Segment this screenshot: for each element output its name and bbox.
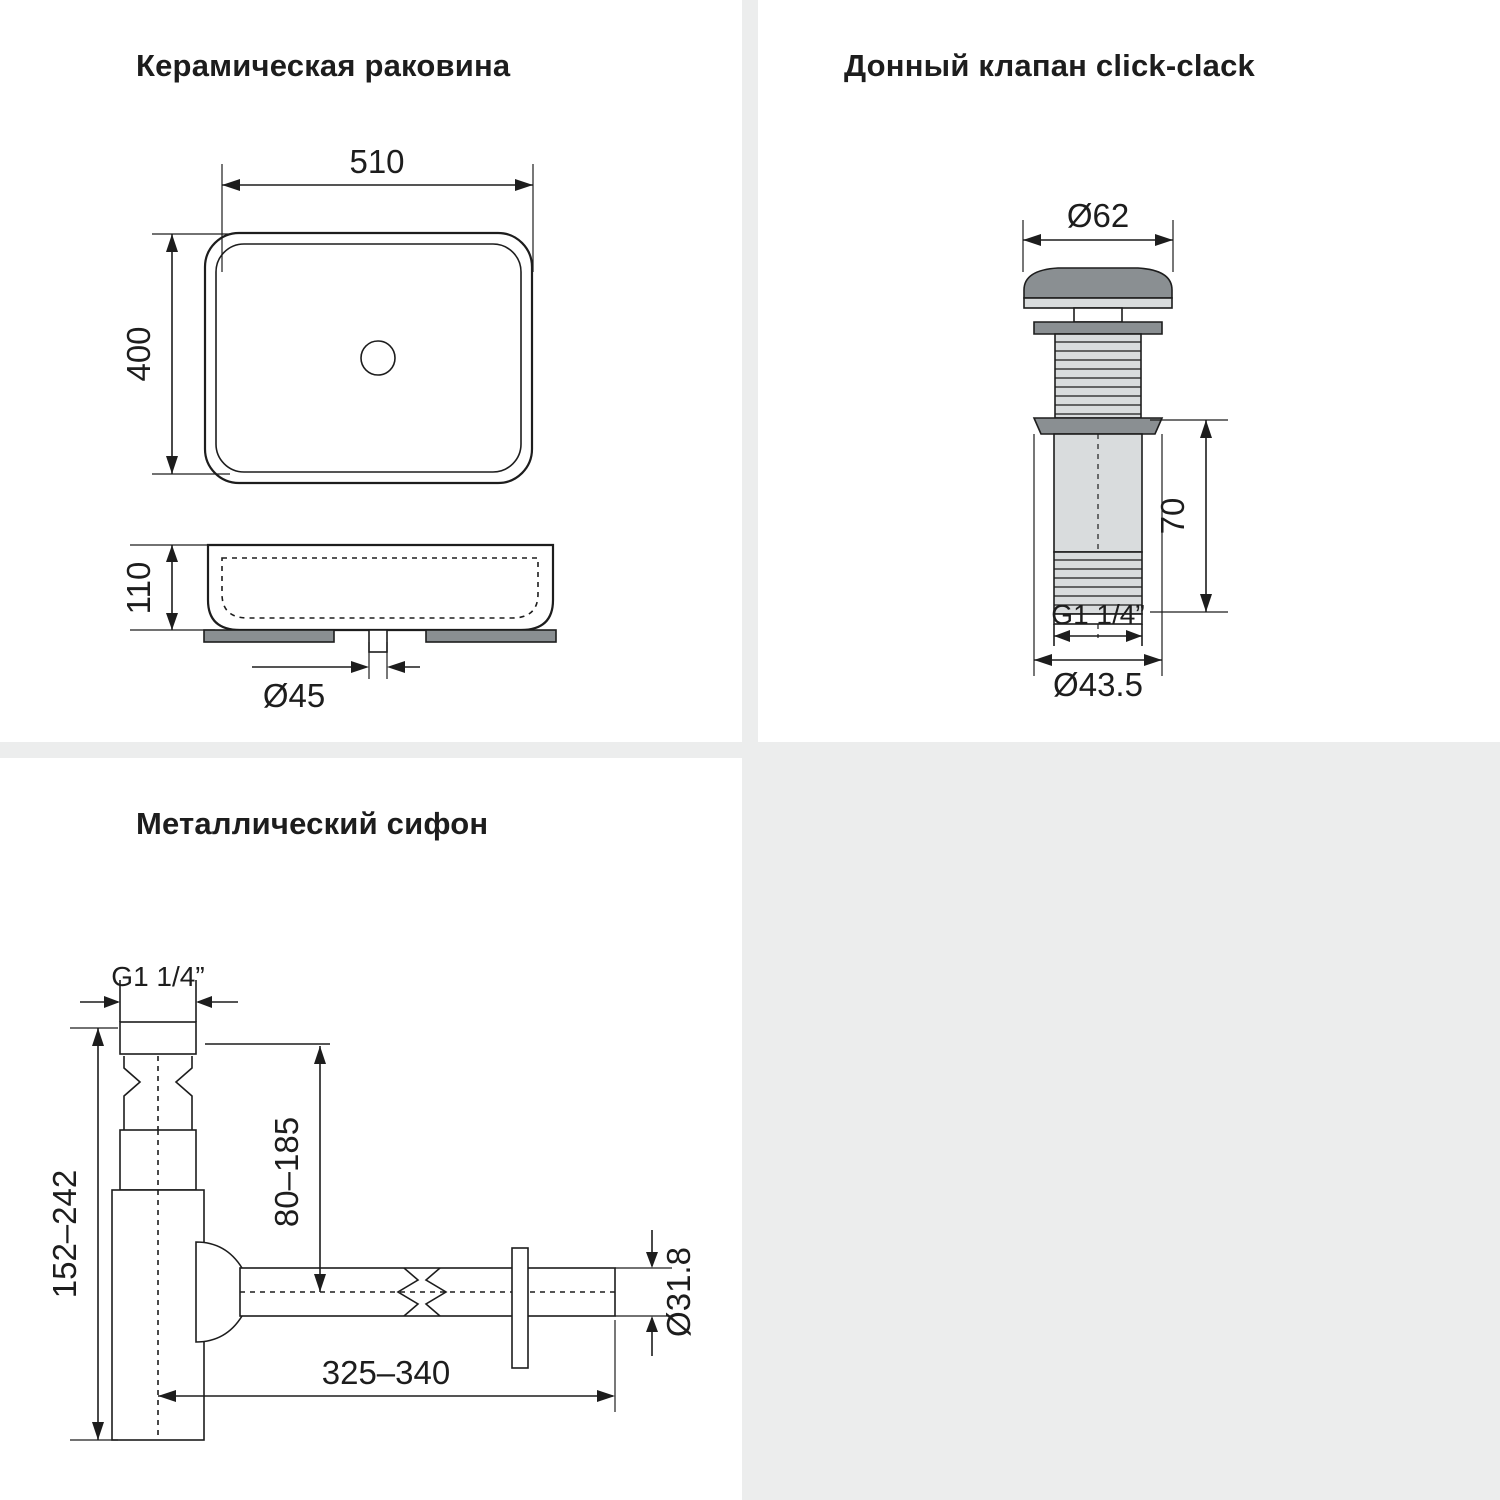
siphon-outlet-pipe: [240, 1268, 615, 1316]
siphon-elbow: [196, 1242, 242, 1342]
sink-bowl-edge: [216, 244, 521, 472]
sink-base-pad-left: [204, 630, 334, 642]
panel-metal-siphon: [0, 758, 742, 1500]
sink-top-outline: [205, 233, 532, 483]
valve-stem-top: [1074, 308, 1122, 322]
dim-siphon-height: 152–242: [46, 1169, 83, 1299]
dim-siphon-outlet-length: 325–340: [321, 1354, 451, 1391]
siphon-inlet-collar: [120, 1022, 196, 1054]
panel-title-sink: Керамическая раковина: [136, 48, 511, 83]
sink-drain-hole: [361, 341, 395, 375]
valve-cap-rim: [1024, 298, 1172, 308]
valve-cap: [1024, 268, 1172, 298]
dim-sink-drain: Ø45: [262, 677, 326, 714]
dim-valve-body: Ø43.5: [1053, 666, 1143, 703]
sink-drain-spout: [369, 630, 387, 652]
sink-side-inner: [222, 558, 538, 618]
panel-bottom-valve: [758, 0, 1500, 742]
panel-ceramic-sink: [0, 0, 742, 742]
dim-sink-width: 510: [349, 143, 405, 180]
dim-valve-length: 70: [1154, 497, 1191, 535]
sink-base-pad-right: [426, 630, 556, 642]
siphon-inlet-break-left: [124, 1056, 140, 1130]
siphon-inlet-break-right: [176, 1056, 192, 1130]
panel-title-valve: Донный клапан click-clack: [844, 48, 1255, 83]
dim-siphon-outlet-height: 80–185: [268, 1116, 305, 1228]
dim-siphon-outlet-diameter: Ø31.8: [660, 1247, 697, 1337]
dim-valve-thread: G1 1/4”: [1051, 599, 1145, 630]
dim-sink-height: 110: [120, 561, 157, 615]
dim-sink-depth: 400: [120, 326, 157, 382]
dim-valve-cap: Ø62: [1066, 197, 1130, 234]
valve-lower-flange: [1034, 418, 1162, 434]
panel-title-siphon: Металлический сифон: [136, 806, 489, 841]
siphon-wall-flange: [512, 1248, 528, 1368]
valve-flange: [1034, 322, 1162, 334]
dim-siphon-inlet-thread: G1 1/4”: [111, 961, 205, 992]
